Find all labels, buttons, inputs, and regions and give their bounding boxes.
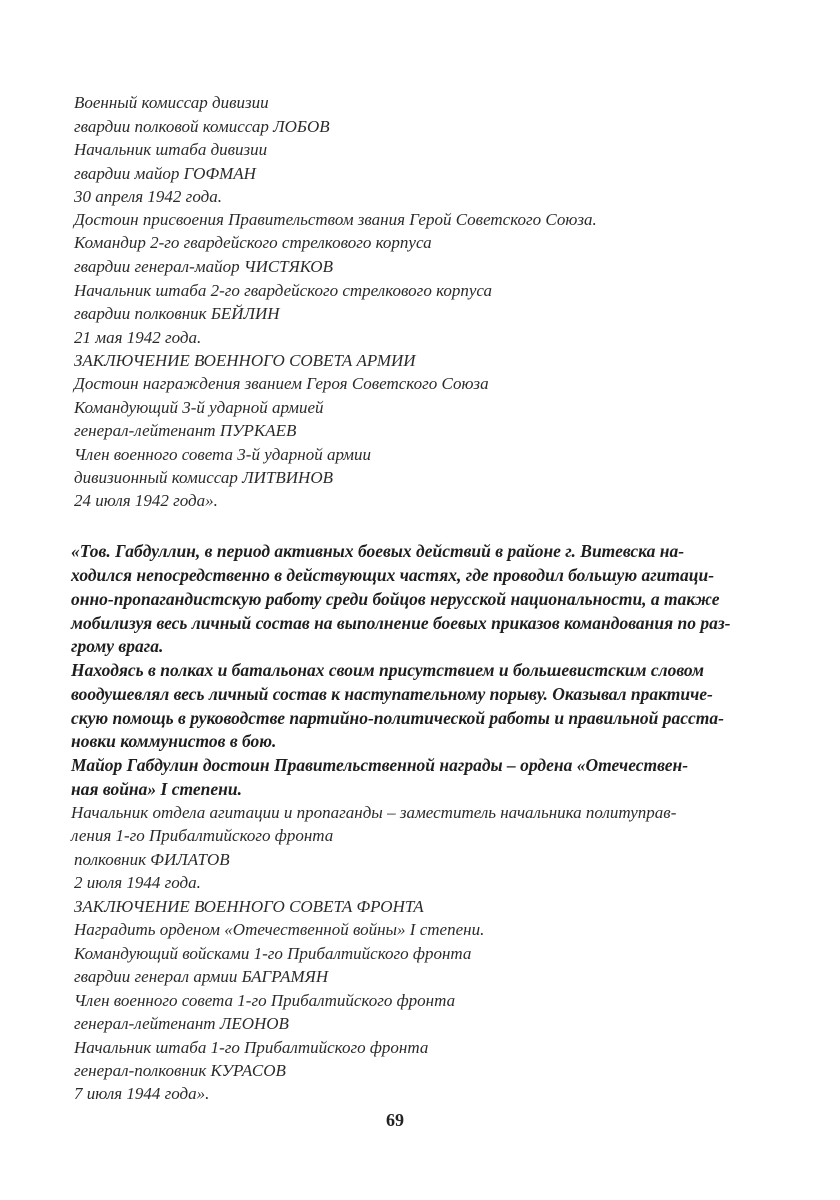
text-line: 7 июля 1944 года». [74, 1084, 210, 1103]
text-line: гвардии полковник БЕЙЛИН [74, 304, 280, 323]
text-line: полковник ФИЛАТОВ [74, 850, 230, 869]
text-line: дивизионный комиссар ЛИТВИНОВ [74, 468, 333, 487]
text-line: Майор Габдулин достоин Правительственной награды – ордена «Отечествен- [71, 755, 689, 775]
text-line: Наградить орденом «Отечественной войны» I степени. [74, 920, 485, 939]
text-line: Командир 2-го гвардейского стрелкового корпуса [74, 233, 432, 252]
text-line: Член военного совета 1-го Прибалтийского фронта [74, 991, 456, 1010]
text-line: генерал-лейтенант ПУРКАЕВ [74, 421, 297, 440]
text-line: «Тов. Габдуллин, в период активных боевых действий в районе г. Витевска на- [71, 541, 685, 561]
text-line: ЗАКЛЮЧЕНИЕ ВОЕННОГО СОВЕТА АРМИИ [74, 351, 416, 370]
text-line: 2 июля 1944 года. [74, 873, 201, 892]
text-line: Начальник отдела агитации и пропаганды – заместитель начальника политуправ- [71, 803, 677, 822]
text-line: гвардии майор ГОФМАН [74, 164, 256, 183]
text-line: генерал-лейтенант ЛЕОНОВ [74, 1014, 289, 1033]
text-line: новки коммунистов в бою. [71, 731, 277, 751]
text-line: Достоин награждения званием Героя Советского Союза [74, 374, 489, 393]
text-line: мобилизуя весь личный состав на выполнение боевых приказов командования по раз- [71, 613, 731, 633]
text-line: 21 мая 1942 года. [74, 328, 202, 347]
text-line: Командующий войсками 1-го Прибалтийского фронта [74, 944, 472, 963]
page-number: 69 [386, 1110, 404, 1130]
text-line: 24 июля 1942 года». [74, 491, 218, 510]
text-line: Находясь в полках и батальонах своим присутствием и большевистским словом [71, 660, 704, 680]
text-line: Командующий 3-й ударной армией [74, 398, 324, 417]
text-line: ления 1-го Прибалтийского фронта [71, 826, 334, 845]
text-line: воодушевлял весь личный состав к наступательному порыву. Оказывал практиче- [71, 684, 713, 704]
text-line: ЗАКЛЮЧЕНИЕ ВОЕННОГО СОВЕТА ФРОНТА [74, 897, 424, 916]
text-line: Военный комиссар дивизии [74, 93, 269, 112]
text-line: Член военного совета 3-й ударной армии [74, 445, 371, 464]
text-line: Начальник штаба 2-го гвардейского стрелкового корпуса [74, 281, 493, 300]
text-line: гвардии генерал армии БАГРАМЯН [74, 967, 329, 986]
text-line: скую помощь в руководстве партийно-политической работы и правильной расста- [71, 708, 724, 728]
text-line: 30 апреля 1942 года. [74, 187, 222, 206]
text-line: гвардии генерал-майор ЧИСТЯКОВ [74, 257, 333, 276]
text-line: ходился непосредственно в действующих частях, где проводил большую агитаци- [71, 565, 715, 585]
text-line: грому врага. [71, 636, 164, 656]
text-line: Начальник штаба 1-го Прибалтийского фронта [74, 1038, 429, 1057]
text-line: онно-пропагандистскую работу среди бойцов нерусской национальности, а также [71, 589, 720, 609]
text-line: ная война» I степени. [71, 779, 242, 799]
text-line: генерал-полковник КУРАСОВ [74, 1061, 286, 1080]
text-line: Достоин присвоения Правительством звания Герой Советского Союза. [74, 210, 597, 229]
text-line: Начальник штаба дивизии [74, 140, 268, 159]
text-line: гвардии полковой комиссар ЛОБОВ [74, 117, 330, 136]
